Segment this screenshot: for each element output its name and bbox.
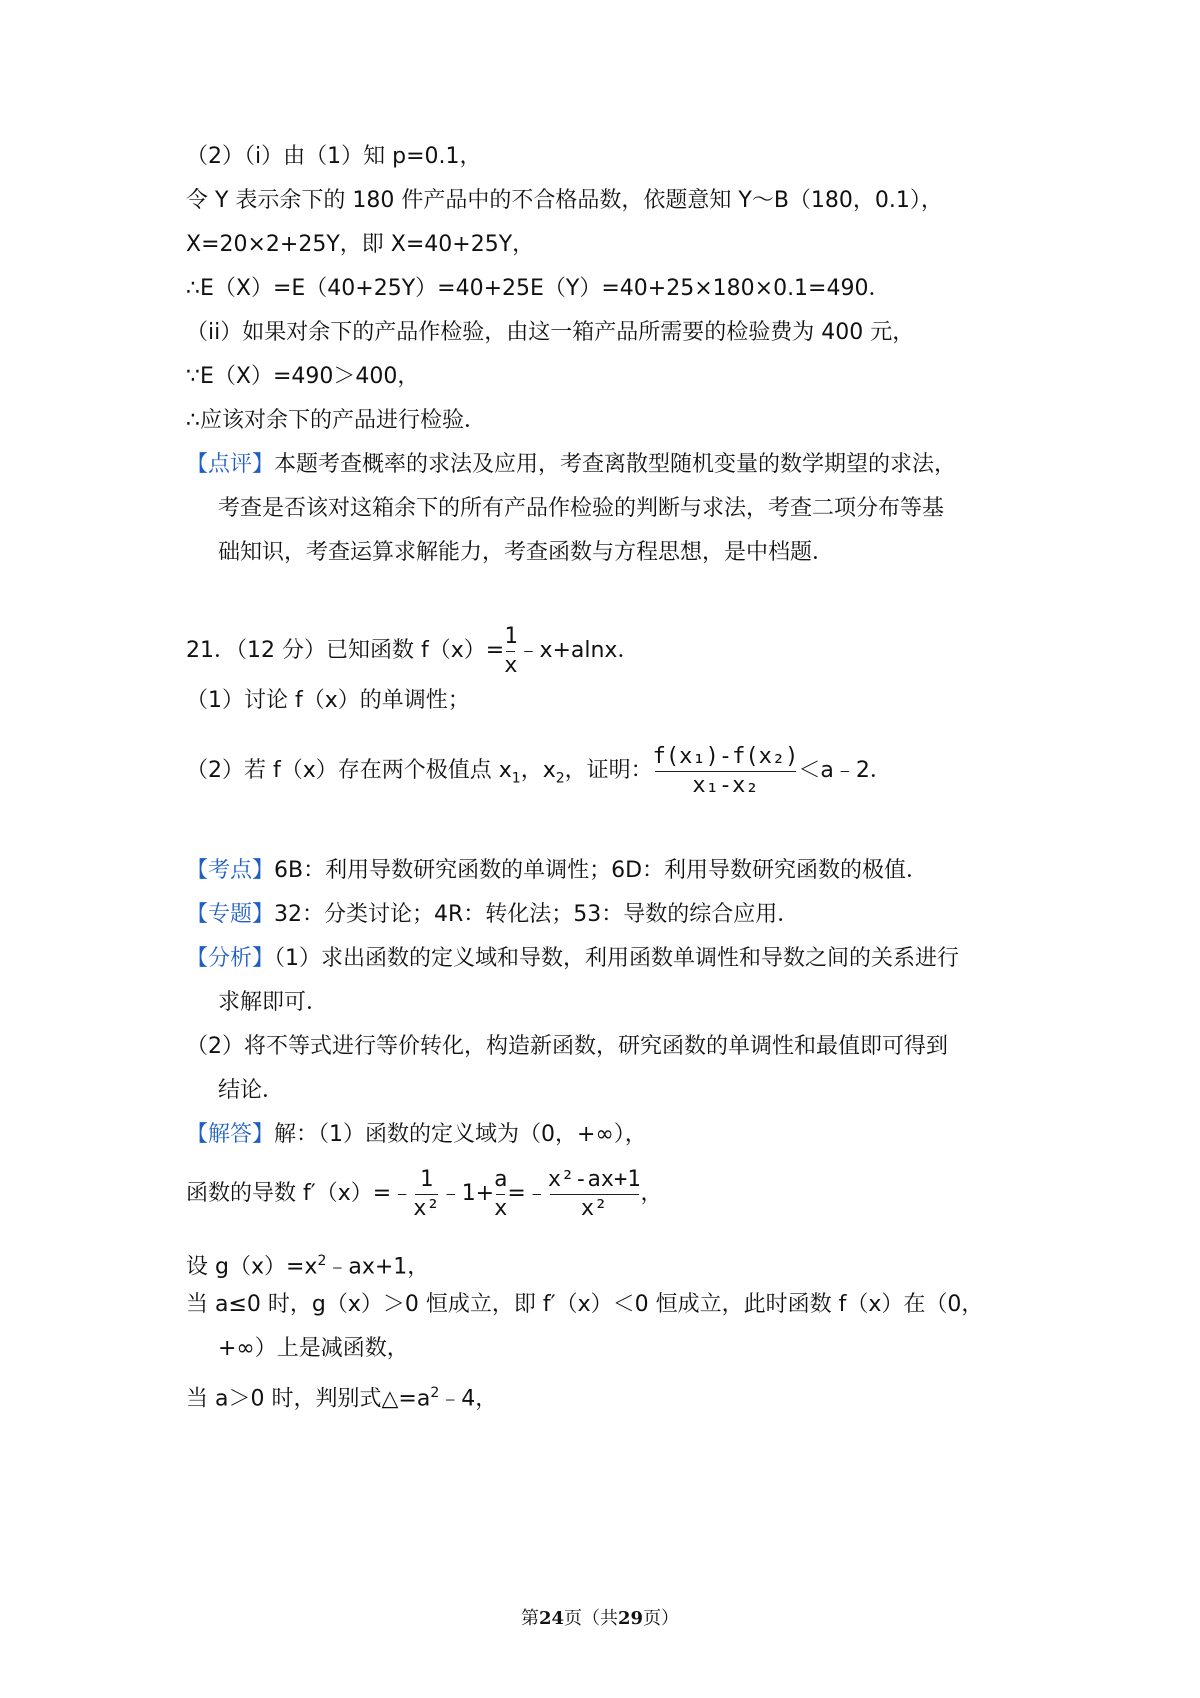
- derivative-text: ﹣1+: [439, 1181, 495, 1206]
- question-2: [186, 740, 892, 809]
- solution-line: （2）（i）由（1）知 p=0.1，: [186, 144, 482, 169]
- fraction-bar: [655, 771, 797, 772]
- fenxi-line: （2）将不等式进行等价转化，构造新函数，研究函数的单调性和最值即可得到: [186, 1034, 948, 1059]
- footer-text: 页）: [643, 1608, 680, 1629]
- fenxi-line: [186, 944, 959, 974]
- comment-line: 础知识，考查运算求解能力，考查函数与方程思想，是中档题．: [218, 540, 835, 565]
- fenxi-text: （1）求出函数的定义域和导数，利用函数单调性和导数之间的关系进行: [274, 946, 960, 971]
- problem-21-statement: [186, 622, 639, 680]
- kaodian-text: 6B：利用导数研究函数的单调性；6D：利用导数研究函数的极值．: [274, 858, 929, 883]
- fraction-numerator: 1: [504, 623, 518, 649]
- zhuanti-text: 32：分类讨论；4R：转化法；53：导数的综合应用．: [274, 902, 800, 927]
- kaodian-line: [186, 856, 928, 886]
- fraction-denominator: x: [504, 652, 518, 678]
- fraction: [653, 744, 799, 799]
- fraction-bar: [415, 1194, 438, 1195]
- fraction-denominator: x²: [580, 1195, 608, 1221]
- subscript: 1: [511, 770, 521, 787]
- g-text: 设 g（x）=x: [186, 1254, 318, 1280]
- current-page-number: 24: [538, 1608, 564, 1629]
- case-text: ﹣4，: [439, 1386, 498, 1412]
- question-1: （1）讨论 f（x）的单调性；: [186, 688, 470, 713]
- fraction-numerator: 1: [419, 1166, 434, 1192]
- fraction: [494, 1167, 507, 1222]
- fraction: [504, 624, 517, 679]
- fenxi-line: 求解即可．: [218, 990, 329, 1015]
- fenxi-tag: 【分析】: [186, 946, 275, 971]
- derivative-line: [186, 1165, 663, 1223]
- footer-text: 第: [520, 1608, 539, 1629]
- superscript: 2: [430, 1385, 440, 1401]
- solution-line: X=20×2+25Y，即 X=40+25Y，: [186, 232, 535, 257]
- kaodian-tag: 【考点】: [186, 858, 275, 883]
- jieda-line: [186, 1120, 647, 1150]
- solution-line: ∴应该对余下的产品进行检验．: [186, 408, 486, 433]
- case-line: 当 a≤0 时，g（x）＞0 恒成立，即 f′（x）＜0 恒成立，此时函数 f（x）在（0，: [186, 1292, 984, 1317]
- total-page-number: 29: [618, 1608, 644, 1629]
- derivative-text: =﹣: [507, 1181, 548, 1206]
- case-line: [186, 1378, 497, 1414]
- jieda-text: 解：（1）函数的定义域为（0，+∞），: [274, 1122, 647, 1147]
- jieda-tag: 【解答】: [186, 1122, 275, 1147]
- superscript: 2: [317, 1253, 327, 1269]
- zhuanti-tag: 【专题】: [186, 902, 275, 927]
- page-footer: [0, 1604, 1200, 1630]
- solution-line: ∴E（X）=E（40+25Y）=40+25E（Y）=40+25×180×0.1=490．: [186, 276, 891, 301]
- case-text: 当 a＞0 时，判别式△=a: [186, 1386, 431, 1412]
- g-definition-line: [186, 1246, 429, 1282]
- fraction-denominator: x: [494, 1195, 508, 1221]
- solution-line: 令 Y 表示余下的 180 件产品中的不合格品数，依题意知 Y～B（180，0.1），: [186, 188, 943, 213]
- fraction-bar: [550, 1194, 639, 1195]
- comment-line: [186, 450, 956, 480]
- subscript: 2: [555, 770, 565, 787]
- zhuanti-line: [186, 900, 799, 930]
- case-line: +∞）上是减函数，: [218, 1336, 409, 1361]
- question-2-text: ，证明：: [564, 758, 653, 783]
- solution-line: ∵E（X）=490＞400，: [186, 364, 420, 389]
- footer-text: 页（共: [564, 1608, 618, 1629]
- question-2-text: （2）若 f（x）存在两个极值点 x: [186, 758, 512, 783]
- fraction-denominator: x²: [413, 1195, 440, 1221]
- fraction-numerator: x²-ax+1: [547, 1166, 641, 1192]
- problem-head: 21．（12 分）已知函数 f（x）=: [186, 638, 505, 663]
- derivative-text: ，: [640, 1181, 663, 1206]
- derivative-text: 函数的导数 f′（x）=﹣: [186, 1181, 414, 1206]
- solution-line: （ii）如果对余下的产品作检验，由这一箱产品所需要的检验费为 400 元，: [186, 320, 915, 345]
- fraction-bar: [496, 1194, 505, 1195]
- question-2-text: ，x: [520, 758, 556, 783]
- g-text: ﹣ax+1，: [326, 1254, 430, 1280]
- problem-tail: ﹣x+alnx．: [517, 638, 640, 663]
- fraction-numerator: f(x₁)-f(x₂): [652, 743, 799, 769]
- comment-line: 考查是否该对这箱余下的所有产品作检验的判断与求法，考查二项分布等基: [218, 496, 945, 521]
- question-2-text: ＜a﹣2．: [798, 758, 892, 783]
- fenxi-line: 结论．: [218, 1078, 285, 1103]
- comment-text: 本题考查概率的求法及应用，考查离散型随机变量的数学期望的求法，: [274, 452, 957, 477]
- fraction-bar: [506, 651, 515, 652]
- comment-tag: 【点评】: [186, 452, 275, 477]
- fraction: [548, 1167, 641, 1222]
- fraction: [413, 1167, 440, 1222]
- fraction-denominator: x₁-x₂: [692, 772, 759, 798]
- fraction-numerator: a: [494, 1166, 508, 1192]
